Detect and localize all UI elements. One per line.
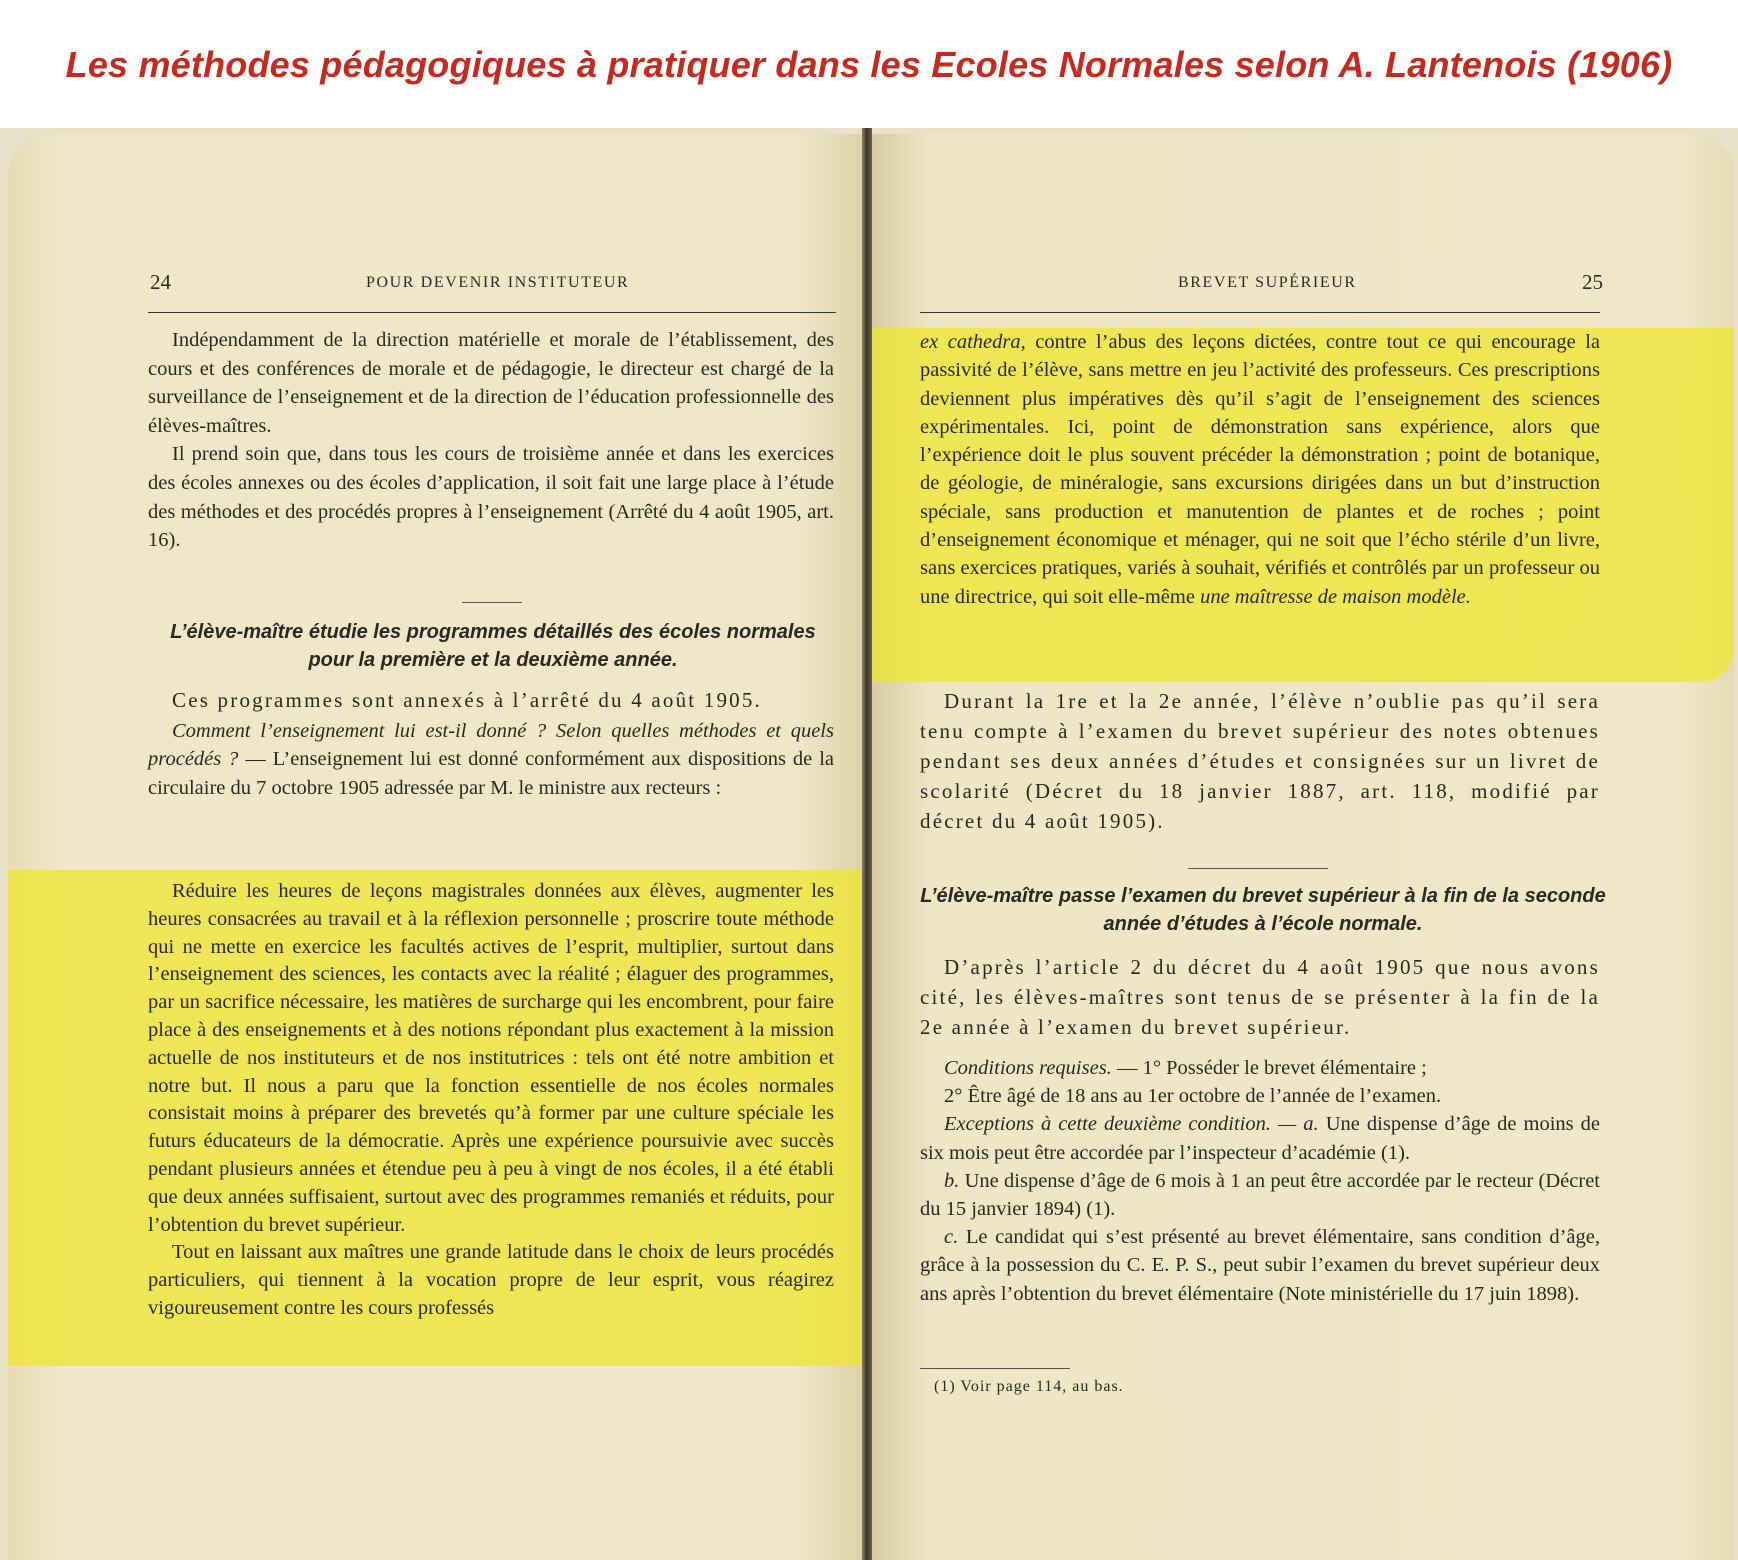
quote-paragraph: Réduire les heures de leçons magistrales données aux élèves, augmenter les heures consacrées au travail et à la réflexion personnelle ; proscrire toute méthode qui ne mette en exercice les facultés actives de l’esprit, multiplier, surtout dans l’enseignement des sciences, les contacts avec la réalité ; élaguer des programmes, par un sacrifice nécessaire, les matières de surcharge qui les encombrent, pour faire place à des enseignements et à des notions répondant plus exactement à la mission actuelle de nos instituteurs et de nos institutrices : tels ont été notre ambition et notre but. Il nous a paru que la fonction essentielle de nos écoles normales consistait moins à préparer des brevetés qu’à former par une culture spéciale les futurs éducateurs de la démocratie. Après une expérience poursuivie avec succès pendant plusieurs années et étendue peu à peu à vingt de nos écoles, il a été établi que deux années suffisaient, surtout avec des programmes remaniés et réduits, pour l’obtention du brevet supérieur. [148,880,834,1236]
italic-phrase: une maîtresse de maison modèle. [1200,585,1471,608]
page-number-right: 25 [1582,270,1603,294]
running-head-left: POUR DEVENIR INSTITUTEUR [366,274,630,291]
paragraph: Indépendamment de la direction matérielle et morale de l’établissement, des cours et des conférences de morale et de pédagogie, le directeur est chargé de la surveillance de l’enseignement et de la direction de l’éducation professionnelle des élèves-maîtres. [148,329,834,437]
running-head-right: BREVET SUPÉRIEUR [1178,274,1357,291]
label-italic: Exceptions à cette deuxième condition. — a. [944,1113,1319,1136]
paragraph-text: Une dispense d’âge de 6 mois à 1 an peut être accordée par le recteur (Décret du 15 janvier 1894) (1). [920,1169,1600,1221]
paragraph-text: — 1° Posséder le brevet élémentaire ; [1111,1057,1427,1079]
paragraph-text: Le candidat qui s’est présenté au brevet élémentaire, sans condition d’âge, grâce à la possession du C. E. P. S., peut subir l’examen du brevet supérieur deux ans après l’obtention du brevet élémentaire (Note ministérielle du 17 juin 1898). [920,1226,1600,1305]
book-gutter [862,128,872,1560]
paragraph: Il prend soin que, dans tous les cours de troisième année et dans les exercices des écoles annexes ou des écoles d’application, il soit fait une large place à l’étude des méthodes et des procédés propres à l’enseignement (Arrêté du 4 août 1905, art. 16). [148,443,834,552]
header-rule-right [920,312,1600,313]
label-italic: Conditions requises. [944,1057,1112,1079]
answer-text: — L’enseignement lui est donné conformément aux dispositions de la circulaire du 7 octobre 1905 adressée par M. le ministre aux recteurs : [148,748,834,799]
right-body-durant [920,686,1600,836]
paragraph [920,1167,1600,1223]
question-text: Comment l’enseignement lui est-il donné ? Selon quelles méthodes et quels procédés ? [148,719,834,771]
paragraph: Durant la 1re et la 2e année, l’élève n’oublie pas qu’il sera tenu compte à l’examen du brevet supérieur des notes obtenues pendant ses deux années d’études et consignées sur un livret de scolarité (Décret du 18 janvier 1887, art. 118, modifié par décret du 4 août 1905). [920,689,1600,833]
left-body-quote [148,878,834,1323]
paragraph: D’après l’article 2 du décret du 4 août 1905 que nous avons cité, les élèves-maîtres sont tenus de se présenter à la fin de la 2e année à l’examen du brevet supérieur. [920,955,1600,1039]
paragraph [148,717,834,803]
footnote: (1) Voir page 114, au bas. [934,1378,1124,1395]
right-body-top [920,328,1600,611]
paragraph-text: contre l’abus des leçons dictées, contre tout ce qui encourage la passivité de l’élève, sans mettre en jeu l’activité des professeurs. Ces prescriptions deviennent plus impératives dès qu’il s’agit de l’enseignement des sciences expérimentales. Ici, point de démonstration sans expérience, alors que l’expérience doit le plus souvent précéder la démonstration ; point de botanique, de géologie, de minéralogie, sans excursions dirigées dans un but d’instruction spéciale, sans production et manutention de plantes et de roches ; point d’enseignement économique et ménager, qui ne soit que l’écho stérile d’un livre, sans exercices pratiques, variés à souhait, vérifiés et contrôlés par un professeur ou une directrice, qui soit elle-même [920,331,1600,608]
section-heading-left: L’élève-maître étudie les programmes détaillés des écoles normales pour la première et la deuxième année. [170,621,816,671]
paragraph [920,1110,1600,1166]
document-title: Les méthodes pédagogiques à pratiquer dans les Ecoles Normales selon A. Lantenois (1906) [65,44,1673,85]
italic-phrase: ex cathedra, [920,331,1026,353]
label-italic: c. [944,1226,959,1249]
right-body-dapres [920,952,1600,1042]
right-page [872,134,1734,1560]
paragraph [920,1054,1600,1082]
header-rule-left [148,312,836,313]
paragraph [920,328,1600,611]
separator [1188,868,1328,869]
paragraph-text: Une dispense d’âge de moins de six mois peut être accordée par l’inspecteur d’académie (1). [920,1113,1600,1164]
quote-paragraph: Tout en laissant aux maîtres une grande latitude dans le choix de leurs procédés particuliers, qui tiennent à la vocation propre de leur esprit, vous réagirez vigoureusement contre les cours professés [148,1241,834,1319]
footnote-rule [920,1368,1070,1369]
left-body-top [148,326,834,555]
book-scan [0,128,1738,1560]
paragraph [920,1223,1600,1308]
section-heading-right: L’élève-maître passe l’examen du brevet supérieur à la fin de la seconde année d’études à l’école normale. [920,885,1606,935]
paragraph: 2° Être âgé de 18 ans au 1er octobre de l’année de l’examen. [944,1085,1442,1108]
left-body-middle [148,686,834,802]
right-body-conditions [920,1054,1600,1308]
separator [462,602,522,603]
paragraph: Ces programmes sont annexés à l’arrêté du 4 août 1905. [172,688,762,712]
page-number-left: 24 [150,270,171,294]
left-page [8,134,866,1560]
label-italic: b. [944,1169,960,1192]
